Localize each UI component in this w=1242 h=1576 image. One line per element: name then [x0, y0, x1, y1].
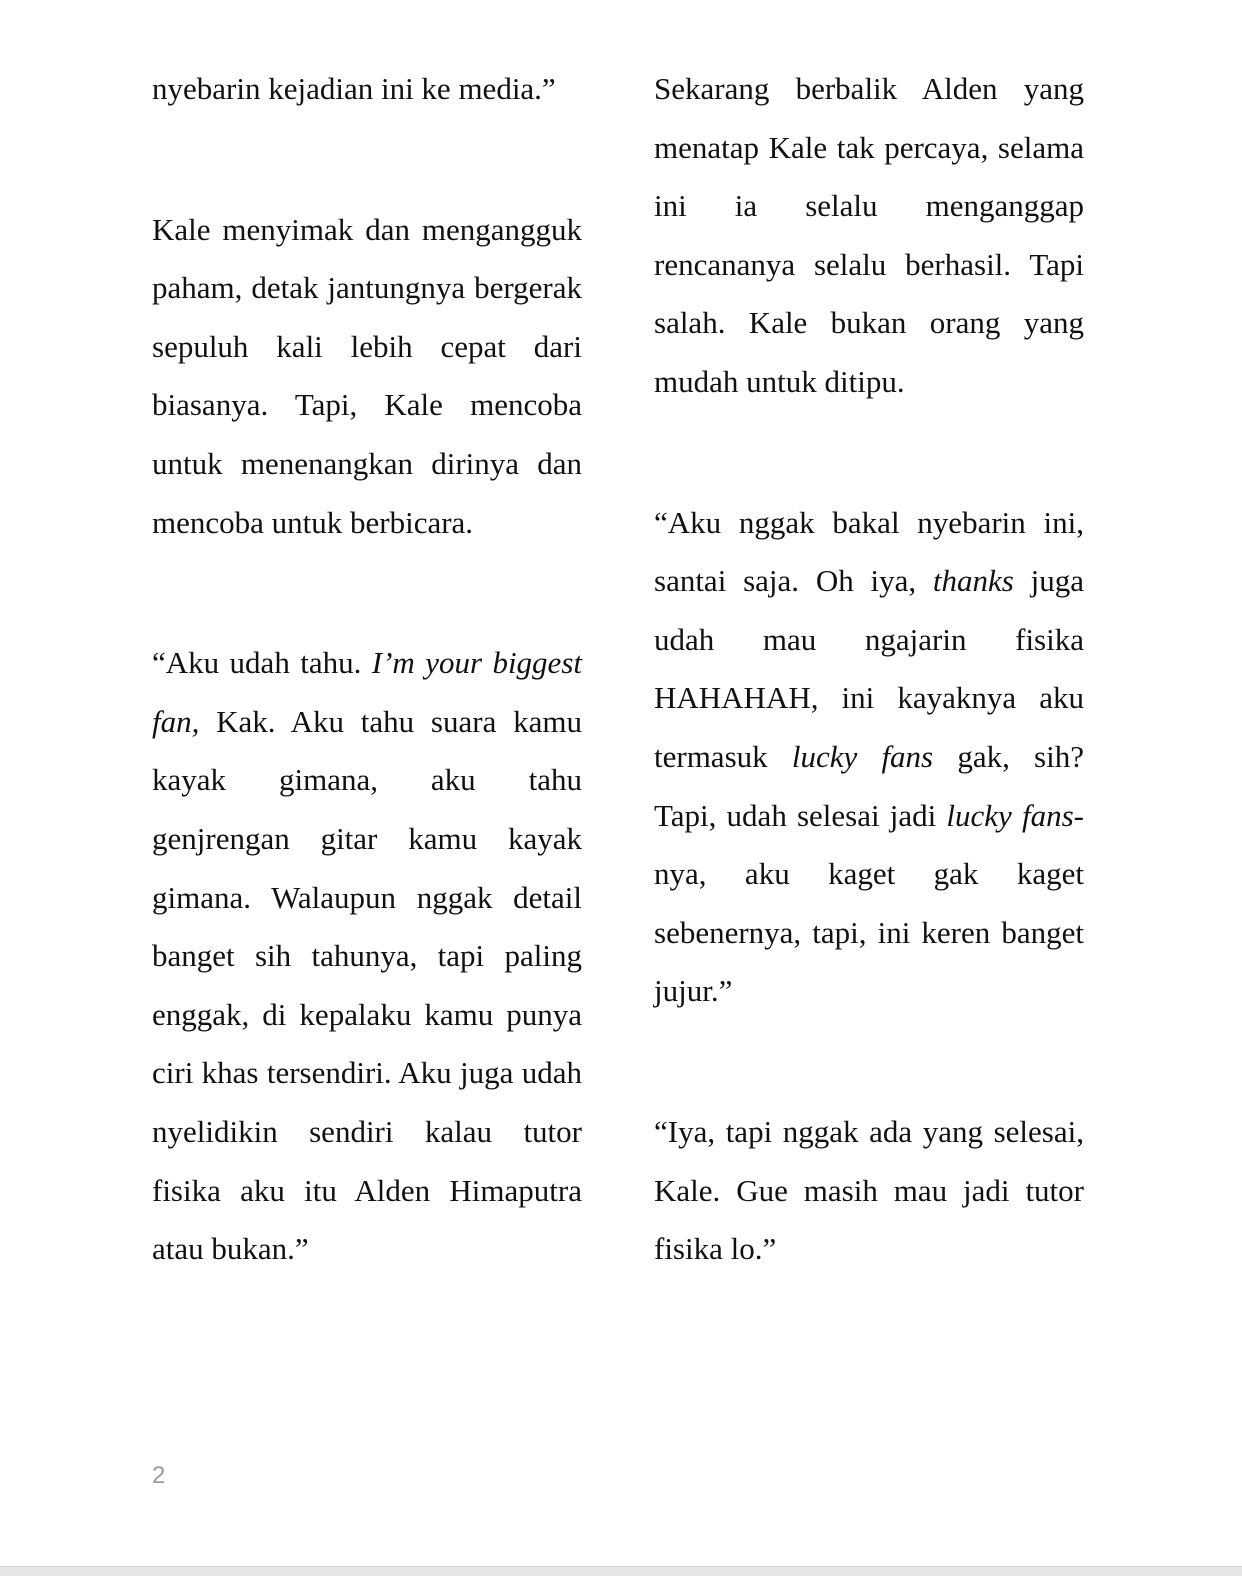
paragraph: Sekarang berbalik Alden yang menatap Kale tak percaya, selama ini ia selalu menganggap rencananya selalu berhasil. Tapi salah. Kale bukan orang yang mudah untuk ditipu.	[654, 71, 1084, 399]
italic-phrase: I’m your biggest fan,	[152, 645, 582, 739]
paragraph: “Iya, tapi nggak ada yang selesai, Kale. Gue masih mau jadi tutor fisika lo.”	[654, 1113, 1084, 1267]
page-number: 2	[152, 1462, 166, 1489]
italic-phrase: lucky fans	[946, 797, 1074, 833]
left-text-column	[152, 60, 582, 1279]
italic-phrase: thanks	[932, 563, 1014, 599]
paragraph: nyebarin kejadian ini ke media.”	[152, 71, 556, 106]
italic-phrase: lucky fans	[791, 738, 934, 774]
right-text-column	[654, 60, 1084, 1279]
paragraph: “Aku udah tahu. I’m your biggest fan, Kak. Aku tahu suara kamu kayak gimana, aku tahu genjrengan gitar kamu kayak gimana. Walaupun nggak detail banget sih tahunya, tapi paling enggak, di kepalaku kamu punya ciri khas tersendiri. Aku juga udah nyelidikin sendiri kalau tutor fisika aku itu Alden Himaputra atau bukan.”	[152, 645, 582, 1267]
paragraph: Kale menyimak dan mengangguk paham, detak jantungnya bergerak sepuluh kali lebih cepat dari biasanya. Tapi, Kale mencoba untuk menenangkan dirinya dan mencoba untuk berbicara.	[152, 211, 582, 540]
paragraph: “Aku nggak bakal nyebarin ini, santai saja. Oh iya, thanks juga udah mau ngajarin fisika HAHAHAH, ini kayaknya aku termasuk lucky fans gak, sih? Tapi, udah selesai jadi lucky fans-nya, aku kaget gak kaget sebenernya, tapi, ini keren banget jujur.”	[654, 504, 1085, 1009]
